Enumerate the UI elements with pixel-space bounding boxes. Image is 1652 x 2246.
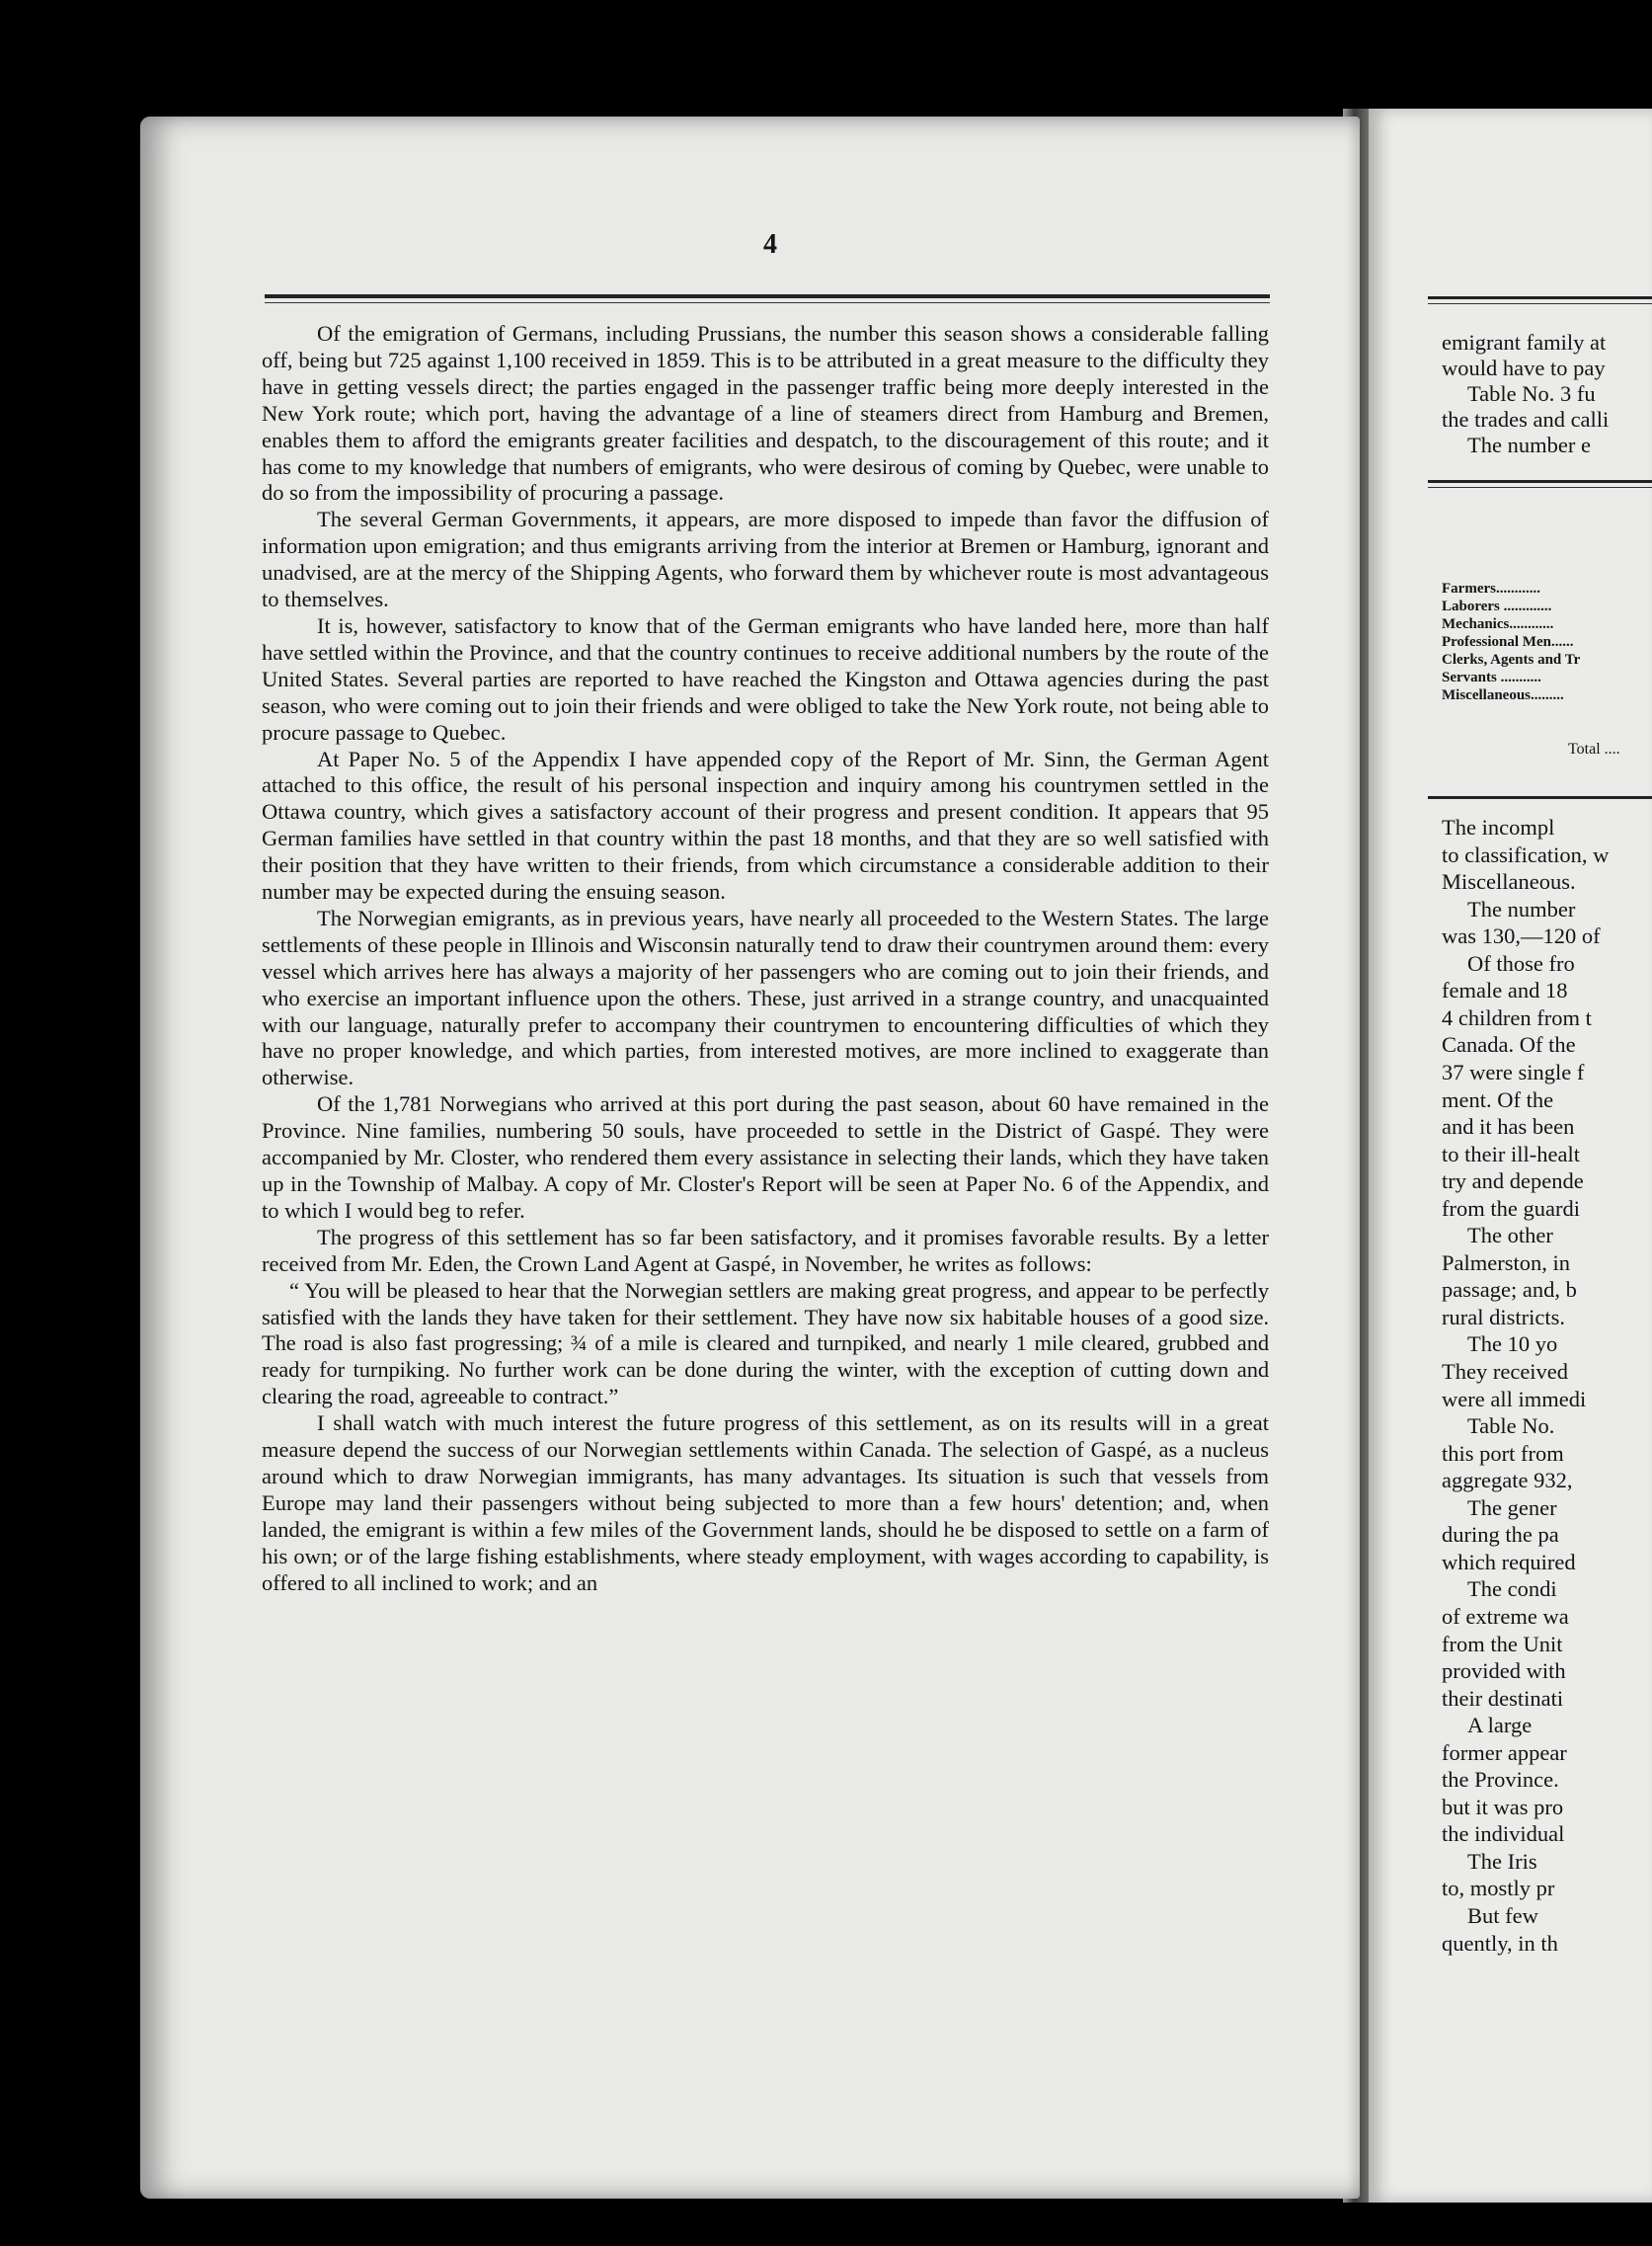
- right-line: which required: [1442, 1549, 1576, 1574]
- right-line: A large: [1467, 1713, 1533, 1738]
- table-rule-thick: [1428, 480, 1652, 483]
- right-line: quently, in th: [1442, 1930, 1558, 1956]
- table-total-label: Total ....: [1568, 741, 1620, 758]
- right-line: female and 18: [1442, 978, 1568, 1003]
- right-line: of extreme wa: [1442, 1603, 1569, 1629]
- paragraph: Of the emigration of Germans, including Prussians, the number this season shows a considerable falling off, being but 725 against 1,100 received in 1859. This is to be attributed in a great measure to the difficulty they have in getting vessels direct; the parties engaged in the passenger traffic being more deeply interested in the New York route; which port, having the advantage of a line of steamers direct from Hamburg and Bremen, enables them to afford the emigrants greater facilities and despatch, to the discouragement of this route; and it has come to my knowledge that numbers of emigrants, who were desirous of coming by Quebec, were unable to do so from the impossibility of procuring a passage.: [262, 321, 1269, 506]
- right-line: the individual: [1442, 1821, 1565, 1847]
- right-line: Canada. Of the: [1442, 1032, 1576, 1058]
- right-line: aggregate 932,: [1442, 1468, 1573, 1493]
- right-line: this port from: [1442, 1440, 1564, 1466]
- header-rule-thin: [265, 302, 1270, 303]
- right-line: The number e: [1467, 433, 1591, 457]
- right-line: to their ill-healt: [1442, 1141, 1580, 1166]
- table-row-label: Mechanics............: [1442, 616, 1554, 632]
- table-row-label: Servants ...........: [1442, 670, 1541, 685]
- table-row-label: Clerks, Agents and Tr: [1442, 652, 1581, 668]
- right-line: But few: [1467, 1903, 1538, 1928]
- right-line: from the guardi: [1442, 1195, 1580, 1221]
- right-line: former appear: [1442, 1739, 1567, 1765]
- right-line: but it was pro: [1442, 1794, 1564, 1819]
- right-line: They received: [1442, 1359, 1569, 1384]
- right-line: rural districts.: [1442, 1304, 1565, 1329]
- right-header-rule-thick: [1428, 296, 1652, 299]
- right-line: The incompl: [1442, 815, 1555, 840]
- table-row-label: Professional Men......: [1442, 634, 1574, 650]
- right-line: and it has been: [1442, 1114, 1575, 1140]
- right-line: 4 children from t: [1442, 1004, 1592, 1030]
- right-line: 37 were single f: [1442, 1059, 1585, 1084]
- right-line: would have to pay: [1442, 356, 1606, 380]
- paragraph: The progress of this settlement has so far been satisfactory, and it promises favorable results. By a letter received from Mr. Eden, the Crown Land Agent at Gaspé, in November, he writes as follows:: [262, 1224, 1269, 1276]
- paragraph: The several German Governments, it appears, are more disposed to impede than favor the diffusion of information upon emigration; and thus emigrants arriving from the interior at Bremen or Hamburg, ignorant and unadvised, are at the mercy of the Shipping Agents, who forward them by whichever route is most advantageous to themselves.: [262, 507, 1269, 612]
- right-line: the Province.: [1442, 1767, 1559, 1793]
- paragraph: Of the 1,781 Norwegians who arrived at this port during the past season, about 60 have remained in the Province. Nine families, numbering 50 souls, have proceeded to settle in the District of Gaspé. They were accompanied by Mr. Closter, who rendered them every assistance in selecting their lands, which they have taken up in the Township of Malbay. A copy of Mr. Closter's Report will be seen at Paper No. 6 of the Appendix, and to which I would beg to refer.: [262, 1091, 1269, 1223]
- table-row-label: Miscellaneous.........: [1442, 687, 1564, 703]
- right-line: The gener: [1467, 1494, 1557, 1520]
- table-rule-thin: [1428, 487, 1652, 488]
- right-line: Of those fro: [1467, 950, 1575, 976]
- header-rule-thick: [265, 294, 1270, 298]
- right-line: try and depende: [1442, 1168, 1584, 1194]
- right-line: passage; and, b: [1442, 1277, 1577, 1303]
- paragraph: At Paper No. 5 of the Appendix I have appended copy of the Report of Mr. Sinn, the German Agent attached to this office, the result of his personal inspection and inquiry among his countrymen settled in the Ottawa country, which gives a satisfactory account of their progress and present condition. It appears that 95 German families have settled in that country within the past 18 months, and that they are so well satisfied with their position that they have written to their friends, from which circumstance a considerable addition to their number may be expected during the ensuing season.: [262, 746, 1269, 905]
- right-line: their destinati: [1442, 1685, 1564, 1711]
- right-line: provided with: [1442, 1658, 1566, 1684]
- right-line: to classification, w: [1442, 842, 1610, 867]
- right-line: ment. Of the: [1442, 1086, 1554, 1112]
- right-page: [1369, 109, 1652, 2203]
- right-line: Table No. 3 fu: [1467, 381, 1596, 406]
- right-line: The 10 yo: [1467, 1331, 1558, 1357]
- paragraph: I shall watch with much interest the future progress of this settlement, as on its results will in a great measure depend the success of our Norwegian settlements within Canada. The selection of Gaspé, as a nucleus around which to draw Norwegian immigrants, has many advantages. Its situation is such that vessels from Europe may land their passengers without being subjected to more than a few hours' detention; and, when landed, the emigrant is within a few miles of the Government lands, should he be disposed to settle on a farm of his own; or of the large fishing establishments, where steady employment, with wages according to capability, is offered to all inclined to work; and an: [262, 1410, 1269, 1595]
- right-line: were all immedi: [1442, 1386, 1587, 1411]
- right-line: from the Unit: [1442, 1631, 1563, 1656]
- right-line: emigrant family at: [1442, 330, 1607, 355]
- right-line: the trades and calli: [1442, 407, 1610, 432]
- right-line: The Iris: [1467, 1848, 1537, 1874]
- page-number: 4: [763, 229, 777, 260]
- right-line: Miscellaneous.: [1442, 869, 1576, 895]
- right-line: The condi: [1467, 1576, 1557, 1602]
- table-row-label: Laborers .............: [1442, 599, 1552, 614]
- main-text-column: [262, 321, 1269, 1597]
- right-header-rule-thin: [1428, 303, 1652, 304]
- table-bottom-rule: [1428, 796, 1652, 799]
- block-quote: “ You will be pleased to hear that the Norwegian settlers are making great progress, and appear to be perfectly satisfied with the lands they have taken for their settlement. They have now six habitable houses of a good size. The road is also fast progressing; ¾ of a mile is cleared and turnpiked, and nearly 1 mile cleared, grubbed and ready for turnpiking. No further work can be done during the winter, with the exception of cutting down and clearing the road, agreeable to contract.”: [262, 1277, 1269, 1409]
- right-line: Palmerston, in: [1442, 1249, 1570, 1275]
- paragraph: The Norwegian emigrants, as in previous years, have nearly all proceeded to the Western States. The large settlements of these people in Illinois and Wisconsin naturally tend to draw their countrymen around them: every vessel which arrives here has always a majority of her passengers who are coming out to join their friends, and who exercise an important influence upon the others. These, just arrived in a strange country, and unacquainted with our language, naturally prefer to accompany their countrymen to encountering difficulties of which they have no proper knowledge, and which parties, from interested motives, are more inclined to exaggerate than otherwise.: [262, 905, 1269, 1090]
- right-line: during the pa: [1442, 1522, 1559, 1548]
- paragraph: It is, however, satisfactory to know that of the German emigrants who have landed here, more than half have settled within the Province, and that the country continues to receive additional numbers by the route of the United States. Several parties are reported to have reached the Kingston and Ottawa agencies during the past season, who were coming out to join their friends and were obliged to take the New York route, not being able to procure passage to Quebec.: [262, 612, 1269, 745]
- right-line: to, mostly pr: [1442, 1876, 1555, 1901]
- table-row-label: Farmers............: [1442, 581, 1540, 597]
- right-line: The other: [1467, 1223, 1553, 1248]
- right-line: Table No.: [1467, 1413, 1555, 1439]
- right-line: The number: [1467, 896, 1576, 922]
- right-line: was 130,—120 of: [1442, 923, 1601, 949]
